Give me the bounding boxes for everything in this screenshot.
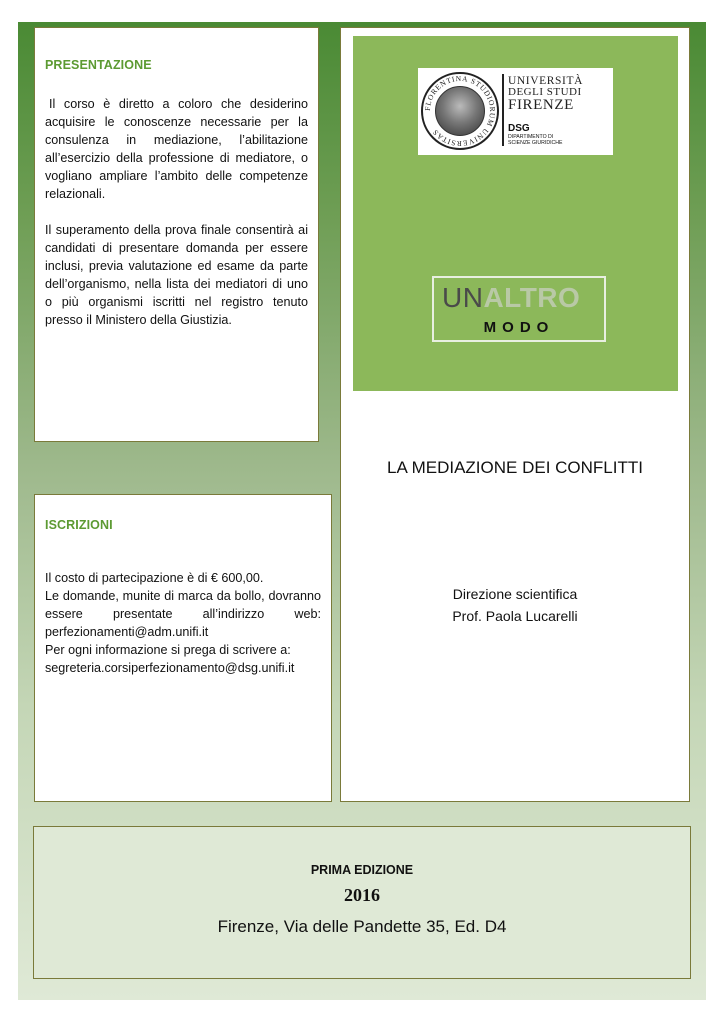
presentazione-paragraph-2: Il superamento della prova finale consentirà ai candidati di presentare domanda per essere inclusi, previa valutazione ed esame da parte dell’organismo, nella lista dei mediatori di uno o più organismi iscritti nel registro tenuto presso il Ministero della Giustizia.	[45, 223, 308, 327]
logo-wordmark	[508, 76, 583, 113]
iscrizioni-title: ISCRIZIONI	[45, 518, 113, 532]
direzione-block	[341, 583, 689, 627]
iscrizioni-box	[34, 494, 332, 802]
direzione-name: Prof. Paola Lucarelli	[452, 608, 578, 624]
brand-un: UN	[442, 282, 484, 313]
venue-address: Firenze, Via delle Pandette 35, Ed. D4	[217, 917, 507, 936]
cover-header	[353, 36, 678, 391]
logo-line-1: UNIVERSITÀ	[508, 75, 583, 87]
cover-box	[340, 27, 690, 802]
direzione-label: Direzione scientifica	[452, 586, 578, 602]
unaltro-wordmark	[442, 283, 580, 313]
course-title: LA MEDIAZIONE DEI CONFLITTI	[387, 458, 643, 477]
brand-modo: MODO	[483, 319, 555, 336]
dsg-label: DSG	[508, 123, 530, 134]
iscrizioni-info: Per ogni informazione si prega di scrivere a: segreteria.corsiperfezionamento@dsg.unifi.it	[45, 643, 295, 675]
seal-figure	[435, 86, 485, 136]
presentazione-title: PRESENTAZIONE	[45, 58, 152, 72]
dept-line-2: SCIENZE GIURIDICHE	[508, 140, 563, 146]
unaltromodo-logo	[432, 276, 606, 342]
dsg-mark	[508, 124, 562, 146]
logo-line-2: DEGLI STUDI	[508, 86, 582, 98]
seal-text: FLORENTINA STUDIORUM UNIVERSITAS	[423, 74, 497, 148]
presentazione-box	[34, 27, 319, 442]
logo-divider	[502, 74, 504, 146]
university-logo	[418, 68, 613, 155]
dept-line-1: DIPARTIMENTO DI	[508, 134, 554, 140]
university-seal-icon	[421, 72, 499, 150]
iscrizioni-domande: Le domande, munite di marca da bollo, dovranno essere presentate all’indirizzo web: perfezionamenti@adm.unifi.it	[45, 589, 321, 639]
brand-altro: ALTRO	[483, 282, 581, 313]
edition-year: 2016	[344, 885, 380, 905]
iscrizioni-cost: Il costo di partecipazione è di € 600,00.	[45, 571, 264, 585]
iscrizioni-body	[45, 569, 321, 677]
edition-box	[33, 826, 691, 979]
logo-line-3: FIRENZE	[508, 97, 574, 113]
presentazione-paragraph-1: Il corso è diretto a coloro che desiderino acquisire le conoscenze necessarie per la consulenza in mediazione, l’abilitazione all’esercizio della professione di mediatore, o vogliano ampliare l’ambito delle competenze relazionali.	[45, 97, 308, 201]
edition-label: PRIMA EDIZIONE	[310, 863, 414, 877]
